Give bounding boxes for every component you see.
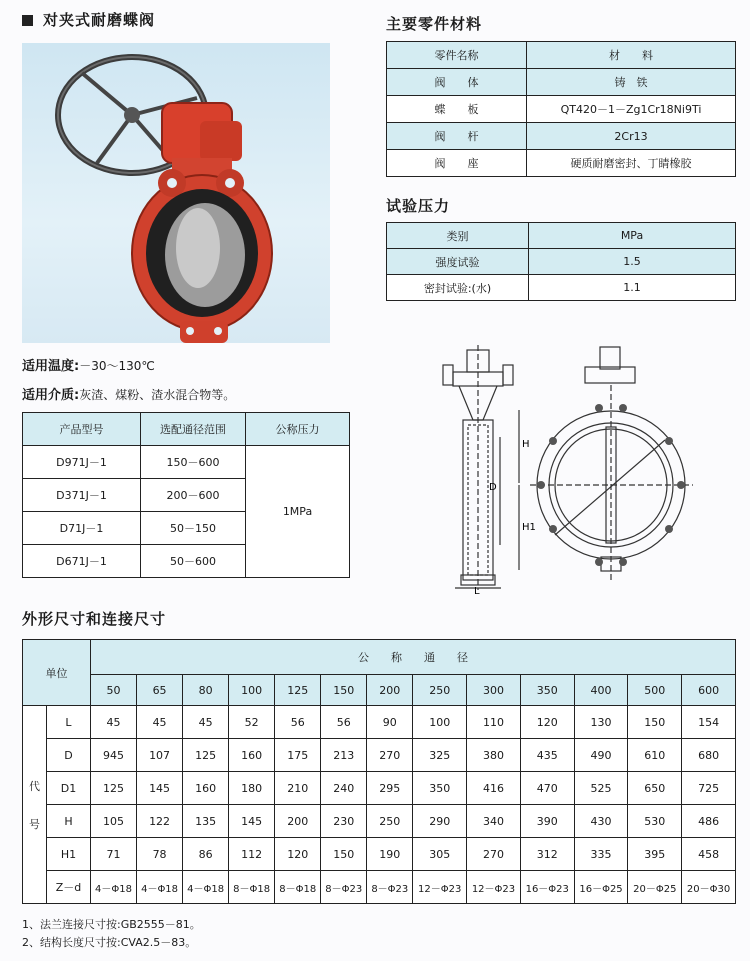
dimension-value: 150 bbox=[321, 838, 367, 871]
dimension-value: 145 bbox=[229, 805, 275, 838]
size-header: 200 bbox=[367, 675, 413, 706]
dimension-value: 86 bbox=[183, 838, 229, 871]
dimension-code: L bbox=[47, 706, 91, 739]
dimensions-heading: 外形尺寸和连接尺寸 bbox=[22, 610, 167, 628]
dimension-value: 180 bbox=[229, 772, 275, 805]
size-header: 300 bbox=[467, 675, 521, 706]
dimension-value: 190 bbox=[367, 838, 413, 871]
dimension-value: 20－Φ25 bbox=[628, 871, 682, 904]
dimension-value: 8－Φ23 bbox=[321, 871, 367, 904]
dimension-value: 45 bbox=[137, 706, 183, 739]
size-header: 500 bbox=[628, 675, 682, 706]
part-name: 蝶 板 bbox=[387, 96, 527, 123]
table-row bbox=[387, 150, 736, 177]
dim-label-h: H bbox=[522, 439, 530, 450]
part-material: 2Cr13 bbox=[527, 123, 736, 150]
dimension-value: 8－Φ18 bbox=[229, 871, 275, 904]
dimension-value: 430 bbox=[574, 805, 628, 838]
size-header: 600 bbox=[682, 675, 736, 706]
dimension-value: 8－Φ18 bbox=[275, 871, 321, 904]
dimension-value: 125 bbox=[91, 772, 137, 805]
table-header-row bbox=[23, 413, 350, 446]
medium-label: 适用介质: bbox=[22, 388, 80, 403]
dimension-code: Z－d bbox=[47, 871, 91, 904]
table-row bbox=[23, 838, 736, 871]
dimension-value: 100 bbox=[413, 706, 467, 739]
dimension-value: 650 bbox=[628, 772, 682, 805]
dimension-value: 135 bbox=[183, 805, 229, 838]
dimension-value: 90 bbox=[367, 706, 413, 739]
temperature-label: 适用温度: bbox=[22, 359, 80, 374]
table-header-row bbox=[387, 223, 736, 249]
size-header: 400 bbox=[574, 675, 628, 706]
dimension-value: 52 bbox=[229, 706, 275, 739]
note-item: 1、法兰连接尺寸按:GB2555－81。 bbox=[22, 918, 201, 931]
technical-drawing bbox=[425, 345, 740, 595]
dimension-value: 105 bbox=[91, 805, 137, 838]
side-label-char: 号 bbox=[29, 817, 40, 831]
pressure-heading: 试验压力 bbox=[386, 197, 451, 215]
model-range: 200－600 bbox=[141, 479, 246, 512]
table-header-row bbox=[387, 42, 736, 69]
dimension-value: 56 bbox=[275, 706, 321, 739]
column-header: 公称压力 bbox=[246, 413, 350, 446]
dimension-value: 20－Φ30 bbox=[682, 871, 736, 904]
notes bbox=[22, 916, 201, 952]
column-header: 产品型号 bbox=[23, 413, 141, 446]
temperature-value: －30～130℃ bbox=[79, 359, 155, 373]
size-header: 80 bbox=[183, 675, 229, 706]
model-code: D371J－1 bbox=[23, 479, 141, 512]
dimension-value: 312 bbox=[520, 838, 574, 871]
model-range: 50－150 bbox=[141, 512, 246, 545]
dimensions-table bbox=[22, 639, 736, 904]
dimension-code: H1 bbox=[47, 838, 91, 871]
table-row bbox=[23, 805, 736, 838]
test-value: 1.5 bbox=[529, 249, 736, 275]
dimension-value: 380 bbox=[467, 739, 521, 772]
column-header: 零件名称 bbox=[387, 42, 527, 69]
dimension-value: 486 bbox=[682, 805, 736, 838]
butterfly-valve-illustration bbox=[22, 43, 330, 343]
size-header: 65 bbox=[137, 675, 183, 706]
dimension-value: 12－Φ23 bbox=[413, 871, 467, 904]
dimension-value: 175 bbox=[275, 739, 321, 772]
dimension-value: 107 bbox=[137, 739, 183, 772]
square-bullet-icon bbox=[22, 15, 33, 26]
dimension-value: 725 bbox=[682, 772, 736, 805]
dimension-value: 213 bbox=[321, 739, 367, 772]
pressure-table bbox=[386, 222, 736, 301]
dimension-value: 112 bbox=[229, 838, 275, 871]
dimension-value: 160 bbox=[229, 739, 275, 772]
table-row bbox=[387, 69, 736, 96]
dimension-value: 390 bbox=[520, 805, 574, 838]
nominal-diameter-header: 公 称 通 径 bbox=[91, 640, 736, 675]
part-material: 铸 铁 bbox=[527, 69, 736, 96]
dimension-value: 945 bbox=[91, 739, 137, 772]
dimension-value: 120 bbox=[275, 838, 321, 871]
dimension-value: 4－Φ18 bbox=[183, 871, 229, 904]
dimension-value: 150 bbox=[628, 706, 682, 739]
column-header: 类别 bbox=[387, 223, 529, 249]
dimension-value: 160 bbox=[183, 772, 229, 805]
dimension-value: 122 bbox=[137, 805, 183, 838]
dimension-value: 340 bbox=[467, 805, 521, 838]
dimension-value: 154 bbox=[682, 706, 736, 739]
dimension-value: 230 bbox=[321, 805, 367, 838]
dimension-value: 250 bbox=[367, 805, 413, 838]
model-code: D671J－1 bbox=[23, 545, 141, 578]
table-header-row bbox=[23, 640, 736, 675]
dimension-value: 240 bbox=[321, 772, 367, 805]
dimension-value: 680 bbox=[682, 739, 736, 772]
size-header: 100 bbox=[229, 675, 275, 706]
model-code: D971J－1 bbox=[23, 446, 141, 479]
dimension-value: 16－Φ25 bbox=[574, 871, 628, 904]
dimension-value: 290 bbox=[413, 805, 467, 838]
side-label-char: 代 bbox=[29, 779, 40, 793]
dim-label-l: L bbox=[474, 586, 480, 595]
size-header: 150 bbox=[321, 675, 367, 706]
test-type: 密封试验:(水) bbox=[387, 275, 529, 301]
dimension-value: 120 bbox=[520, 706, 574, 739]
dimension-value: 78 bbox=[137, 838, 183, 871]
dimension-value: 490 bbox=[574, 739, 628, 772]
dimension-code: D1 bbox=[47, 772, 91, 805]
dimension-value: 125 bbox=[183, 739, 229, 772]
model-range: 150－600 bbox=[141, 446, 246, 479]
table-row bbox=[23, 446, 350, 479]
dimension-value: 110 bbox=[467, 706, 521, 739]
dimension-value: 56 bbox=[321, 706, 367, 739]
dimension-value: 395 bbox=[628, 838, 682, 871]
dimension-value: 145 bbox=[137, 772, 183, 805]
sizes-row bbox=[23, 675, 736, 706]
table-row bbox=[23, 772, 736, 805]
part-name: 阀 座 bbox=[387, 150, 527, 177]
table-row bbox=[387, 249, 736, 275]
size-header: 125 bbox=[275, 675, 321, 706]
dimension-value: 8－Φ23 bbox=[367, 871, 413, 904]
dimension-value: 200 bbox=[275, 805, 321, 838]
table-row bbox=[23, 739, 736, 772]
dimension-value: 610 bbox=[628, 739, 682, 772]
dimension-value: 325 bbox=[413, 739, 467, 772]
dimension-value: 470 bbox=[520, 772, 574, 805]
dimension-value: 210 bbox=[275, 772, 321, 805]
code-side-label bbox=[23, 706, 47, 904]
dim-label-d: D bbox=[489, 482, 497, 493]
table-row bbox=[387, 123, 736, 150]
table-row bbox=[23, 871, 736, 904]
dimension-value: 435 bbox=[520, 739, 574, 772]
table-row bbox=[23, 706, 736, 739]
dimension-value: 45 bbox=[183, 706, 229, 739]
dimension-value: 525 bbox=[574, 772, 628, 805]
part-name: 阀 体 bbox=[387, 69, 527, 96]
model-pressure: 1MPa bbox=[246, 446, 350, 578]
size-header: 250 bbox=[413, 675, 467, 706]
materials-table bbox=[386, 41, 736, 177]
size-header: 50 bbox=[91, 675, 137, 706]
dimension-value: 305 bbox=[413, 838, 467, 871]
size-header: 350 bbox=[520, 675, 574, 706]
part-name: 阀 杆 bbox=[387, 123, 527, 150]
dimension-value: 45 bbox=[91, 706, 137, 739]
test-type: 强度试验 bbox=[387, 249, 529, 275]
dimension-code: D bbox=[47, 739, 91, 772]
dimension-value: 130 bbox=[574, 706, 628, 739]
models-table bbox=[22, 412, 350, 578]
dimension-value: 458 bbox=[682, 838, 736, 871]
test-value: 1.1 bbox=[529, 275, 736, 301]
column-header: 选配通径范围 bbox=[141, 413, 246, 446]
column-header: 材 料 bbox=[527, 42, 736, 69]
dim-label-h1: H1 bbox=[522, 522, 536, 533]
dimension-value: 335 bbox=[574, 838, 628, 871]
dimension-value: 270 bbox=[367, 739, 413, 772]
dimension-value: 350 bbox=[413, 772, 467, 805]
dimension-value: 416 bbox=[467, 772, 521, 805]
dimension-value: 71 bbox=[91, 838, 137, 871]
table-row bbox=[387, 275, 736, 301]
column-header: MPa bbox=[529, 223, 736, 249]
part-material: 硬质耐磨密封、丁睛橡胶 bbox=[527, 150, 736, 177]
medium-line bbox=[22, 384, 235, 403]
part-material: QT420－1－Zg1Cr18Ni9Ti bbox=[527, 96, 736, 123]
medium-value: 灰渣、煤粉、渣水混合物等。 bbox=[79, 388, 236, 402]
page-title: 对夹式耐磨蝶阀 bbox=[22, 9, 155, 30]
table-row bbox=[387, 96, 736, 123]
dimension-value: 12－Φ23 bbox=[467, 871, 521, 904]
dimension-value: 530 bbox=[628, 805, 682, 838]
dimension-value: 4－Φ18 bbox=[137, 871, 183, 904]
model-range: 50－600 bbox=[141, 545, 246, 578]
unit-header: 单位 bbox=[23, 640, 91, 706]
product-photo bbox=[22, 43, 330, 343]
dimension-value: 16－Φ23 bbox=[520, 871, 574, 904]
temperature-line bbox=[22, 355, 155, 374]
note-item: 2、结构长度尺寸按:CVA2.5－83。 bbox=[22, 936, 197, 949]
dimension-code: H bbox=[47, 805, 91, 838]
model-code: D71J－1 bbox=[23, 512, 141, 545]
dimension-value: 4－Φ18 bbox=[91, 871, 137, 904]
materials-heading: 主要零件材料 bbox=[386, 15, 483, 33]
dimension-value: 270 bbox=[467, 838, 521, 871]
dimension-value: 295 bbox=[367, 772, 413, 805]
